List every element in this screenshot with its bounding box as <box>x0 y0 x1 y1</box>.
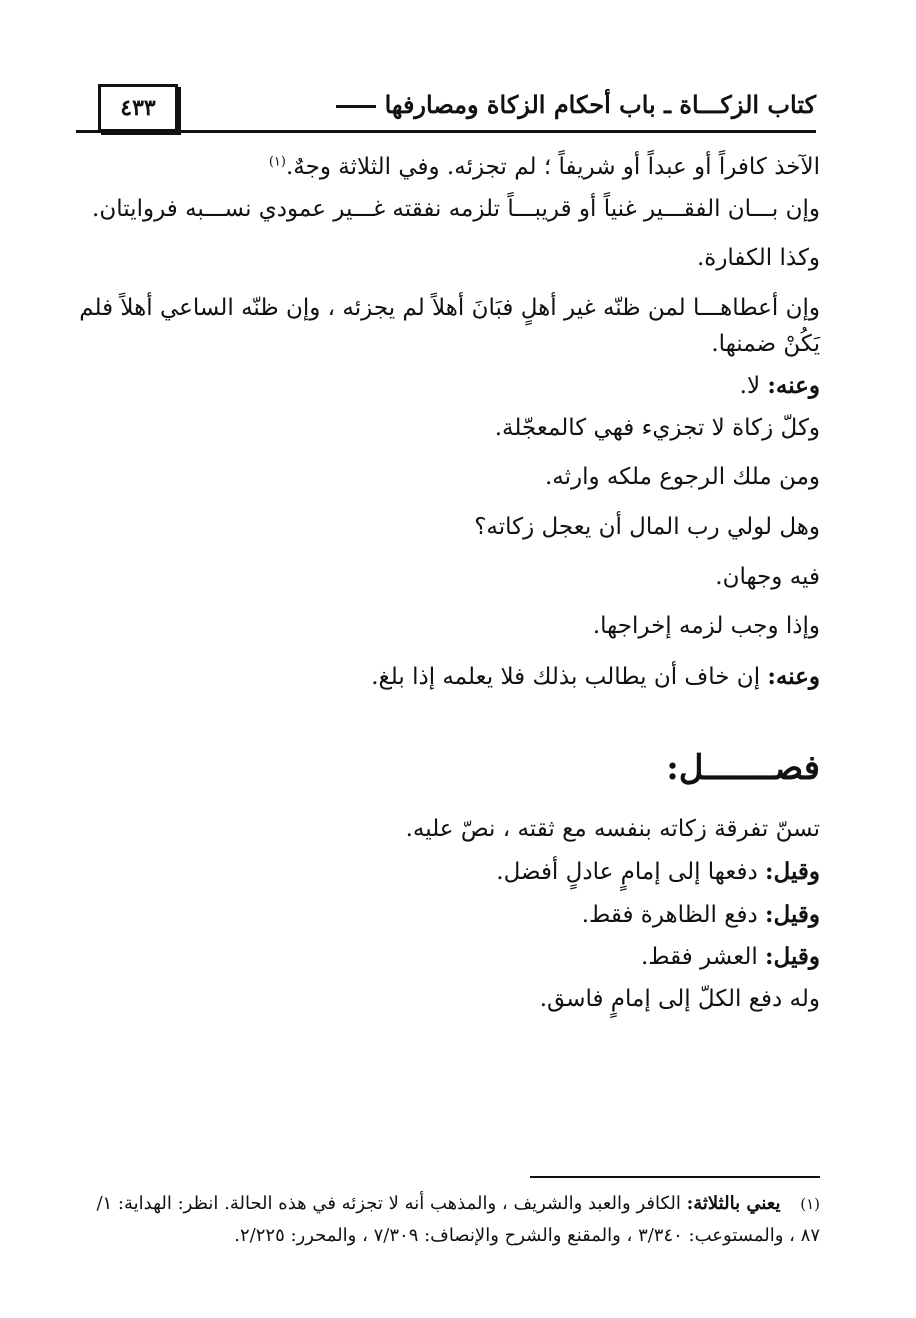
paragraph-9: فيه وجهان. <box>715 563 820 590</box>
main-text <box>76 150 820 1032</box>
section-paragraph-2-text: دفعها إلى إمامٍ عادلٍ أفضل. <box>496 859 758 886</box>
section-paragraph-4-text: العشر فقط. <box>640 944 758 971</box>
paragraph-1-text: الآخذ كافراً أو عبداً أو شريفاً ؛ لم تجزئه. وفي الثلاثة وجهٌ. <box>285 154 820 180</box>
title-dash <box>336 105 376 108</box>
page-number: ٤٣٣ <box>120 95 156 121</box>
running-title <box>322 90 816 119</box>
paragraph-8: وهل لولي رب المال أن يعجل زكاته؟ <box>474 514 820 541</box>
footnote-reference[interactable]: (١) <box>268 154 286 170</box>
paragraph-7: ومن ملك الرجوع ملكه وارثه. <box>544 464 820 491</box>
header-rule <box>76 130 816 133</box>
paragraph-10: وإذا وجب لزمه إخراجها. <box>592 613 820 640</box>
footnotes <box>76 1188 820 1251</box>
paragraph-5-label: وعنه: <box>767 372 820 400</box>
section-paragraph-3-text: دفع الظاهرة فقط. <box>581 901 758 928</box>
paragraph-5-text: لا. <box>739 373 761 400</box>
page-header <box>76 86 816 136</box>
paragraph-4: وإن أعطاهـــا لمن ظنّه غير أهلٍ فبَانَ أهلاً لم يجزئه ، وإن ظنّه الساعي أهلاً فلم يَكُنْ ضمنها. <box>79 294 820 357</box>
section-paragraph-2-label: وقيل: <box>765 858 820 886</box>
footnote-rule <box>530 1176 820 1178</box>
footnote-label: يعني بالثلاثة: <box>686 1193 781 1214</box>
footnote-1-line-1 <box>76 1188 820 1220</box>
section-paragraph-3 <box>76 897 820 934</box>
section-paragraph-1: تسنّ تفرقة زكاته بنفسه مع ثقته ، نصّ عليه. <box>405 816 820 843</box>
paragraph-6: وكلّ زكاة لا تجزيء فهي كالمعجّلة. <box>494 414 820 441</box>
page-number-box <box>98 84 178 132</box>
paragraph-5 <box>76 368 820 405</box>
paragraph-2: وإن بـــان الفقـــير غنياً أو قريبـــاً تلزمه نفقته غـــير عمودي نســـبه فروايتان. <box>92 195 820 222</box>
section-paragraph-4-label: وقيل: <box>765 943 820 971</box>
footnote-marker: (١) <box>800 1195 820 1213</box>
paragraph-11 <box>76 659 820 696</box>
section-paragraph-4 <box>76 939 820 976</box>
paragraph-3: وكذا الكفارة. <box>696 245 820 272</box>
paragraph-1 <box>76 150 820 186</box>
footnote-1-line-2: ٨٧ ، والمستوعب: ٣/٣٤٠ ، والمقنع والشرح والإنصاف: ٧/٣٠٩ ، والمحرر: ٢/٢٢٥. <box>234 1224 820 1246</box>
running-title-text: كتاب الزكـــاة ـ باب أحكام الزكاة ومصارفها <box>384 90 816 119</box>
footnote-text-1: الكافر والعبد والشريف ، والمذهب أنه لا تجزئه في هذه الحالة. انظر: الهداية: ١/ <box>96 1193 681 1214</box>
section-paragraph-2 <box>76 854 820 891</box>
section-paragraph-5: وله دفع الكلّ إلى إمامٍ فاسق. <box>539 985 820 1012</box>
paragraph-11-text: إن خاف أن يطالب بذلك فلا يعلمه إذا بلغ. <box>371 664 761 691</box>
section-paragraph-3-label: وقيل: <box>765 900 820 928</box>
section-heading: فصـــــــل: <box>666 747 820 788</box>
paragraph-11-label: وعنه: <box>767 663 820 691</box>
